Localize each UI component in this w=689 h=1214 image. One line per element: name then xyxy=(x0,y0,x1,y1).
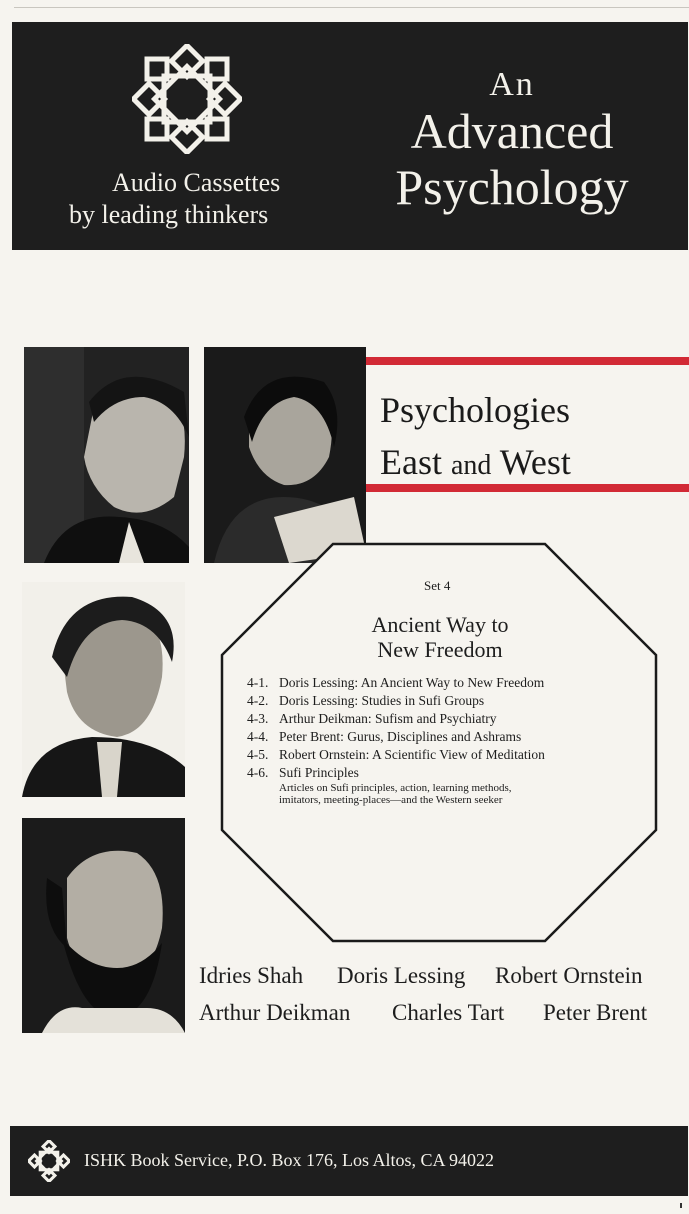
item-text: Doris Lessing: An Ancient Way to New Freedom xyxy=(279,675,545,690)
author-name: Idries Shah xyxy=(199,963,304,988)
page-edge-line xyxy=(14,7,689,8)
list-item xyxy=(247,764,647,782)
publisher-address: ISHK Book Service, P.O. Box 176, Los Altos, CA 94022 xyxy=(84,1150,495,1170)
portrait-photo-1 xyxy=(24,347,189,563)
title-line-1: An xyxy=(489,66,535,103)
item-note-line-1: Articles on Sufi principles, action, learning methods, xyxy=(279,782,512,794)
portrait-photo-3 xyxy=(22,582,185,797)
list-item xyxy=(247,728,647,746)
tagline-line-2: by leading thinkers xyxy=(69,200,269,229)
feature-title-east: East xyxy=(380,442,442,482)
item-number: 4-3. xyxy=(247,711,269,726)
author-name: Charles Tart xyxy=(392,1000,505,1025)
lattice-star-footer-icon xyxy=(28,1140,70,1182)
item-text: Doris Lessing: Studies in Sufi Groups xyxy=(279,693,485,708)
accent-bar-bottom xyxy=(366,484,689,492)
set-title-line-1: Ancient Way to xyxy=(371,612,509,637)
author-name: Doris Lessing xyxy=(337,963,466,988)
set-label: Set 4 xyxy=(424,578,451,593)
page-mark xyxy=(680,1203,682,1208)
item-text: Robert Ornstein: A Scientific View of Meditation xyxy=(279,747,545,762)
feature-title-west: West xyxy=(499,442,571,482)
portrait-photo-2 xyxy=(204,347,366,563)
list-item xyxy=(247,710,647,728)
item-number: 4-1. xyxy=(247,675,269,690)
item-text: Peter Brent: Gurus, Disciplines and Ashrams xyxy=(279,729,522,744)
item-number: 4-2. xyxy=(247,693,269,708)
accent-bar-top xyxy=(366,357,689,365)
portrait-photo-4 xyxy=(22,818,185,1033)
item-number: 4-4. xyxy=(247,729,269,744)
feature-title-line-2 xyxy=(380,444,571,480)
lattice-star-logo-icon xyxy=(132,44,242,154)
list-item xyxy=(247,746,647,764)
list-item xyxy=(247,692,647,710)
item-number: 4-6. xyxy=(247,765,269,780)
footer-banner xyxy=(10,1126,688,1196)
author-name: Arthur Deikman xyxy=(199,1000,351,1025)
item-text: Arthur Deikman: Sufism and Psychiatry xyxy=(279,711,497,726)
set-title-line-2: New Freedom xyxy=(377,637,503,662)
feature-title-line-1: Psychologies xyxy=(380,390,571,430)
title-line-2: Advanced xyxy=(410,103,614,159)
header-banner xyxy=(12,22,688,250)
item-number: 4-5. xyxy=(247,747,269,762)
author-name: Peter Brent xyxy=(543,1000,648,1025)
item-note-line-2: imitators, meeting-places—and the Western seeker xyxy=(279,794,503,806)
set-tape-list xyxy=(247,674,647,806)
list-item xyxy=(247,674,647,692)
item-text: Sufi Principles xyxy=(279,765,359,780)
tagline-line-1: Audio Cassettes xyxy=(112,168,281,197)
author-name: Robert Ornstein xyxy=(495,963,643,988)
feature-title-and: and xyxy=(450,450,492,481)
title-line-3: Psychology xyxy=(395,159,629,215)
